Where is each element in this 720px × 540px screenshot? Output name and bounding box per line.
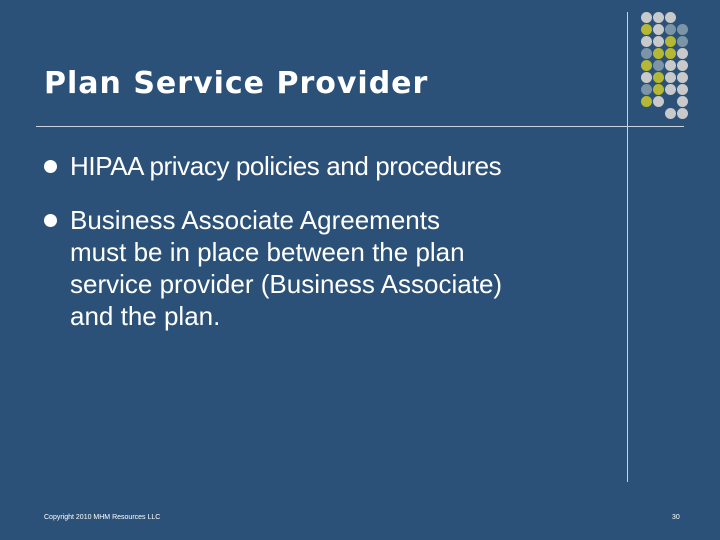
footer-page-number: 30	[672, 514, 680, 521]
footer-copyright: Copyright 2010 MHM Resources LLC	[44, 514, 161, 521]
decorative-dot	[641, 24, 652, 35]
decorative-dot	[665, 36, 676, 47]
decorative-dot	[641, 72, 652, 83]
decorative-dot	[653, 24, 664, 35]
decorative-dot	[653, 96, 664, 107]
decorative-dot	[677, 36, 688, 47]
decorative-dot-grid	[641, 12, 720, 122]
decorative-dot	[665, 48, 676, 59]
decorative-dot	[677, 108, 688, 119]
decorative-dot	[677, 84, 688, 95]
decorative-dot	[641, 96, 652, 107]
decorative-dot	[641, 84, 652, 95]
bullet-line: service provider (Business Associate)	[70, 269, 503, 299]
decorative-dot	[665, 84, 676, 95]
decorative-dot	[641, 12, 652, 23]
bullet-line: must be in place between the plan	[70, 237, 465, 267]
decorative-dot	[641, 48, 652, 59]
slide-title: Plan Service Provider	[44, 66, 429, 101]
bullet-list	[44, 150, 604, 354]
bullet-line: Business Associate Agreements	[70, 205, 440, 235]
decorative-dot	[665, 60, 676, 71]
decorative-dot	[653, 72, 664, 83]
decorative-dot	[677, 48, 688, 59]
decorative-dot	[677, 24, 688, 35]
bullet-icon	[44, 214, 57, 227]
decorative-dot	[677, 96, 688, 107]
decorative-dot	[665, 108, 676, 119]
bullet-icon	[44, 160, 57, 173]
decorative-dot	[665, 24, 676, 35]
decorative-dot	[665, 12, 676, 23]
bullet-line: and the plan.	[70, 301, 221, 331]
decorative-dot	[665, 72, 676, 83]
decorative-dot	[641, 60, 652, 71]
decorative-dot	[653, 48, 664, 59]
decorative-dot	[641, 36, 652, 47]
bullet-line: HIPAA privacy policies and procedures	[70, 151, 502, 181]
decorative-dot	[653, 36, 664, 47]
decorative-dot	[677, 72, 688, 83]
decorative-dot	[677, 60, 688, 71]
bullet-item	[44, 150, 604, 182]
bullet-item	[44, 204, 604, 332]
decorative-dot	[653, 84, 664, 95]
vertical-divider	[627, 12, 628, 482]
horizontal-divider	[36, 126, 684, 127]
decorative-dot	[653, 12, 664, 23]
decorative-dot	[653, 60, 664, 71]
